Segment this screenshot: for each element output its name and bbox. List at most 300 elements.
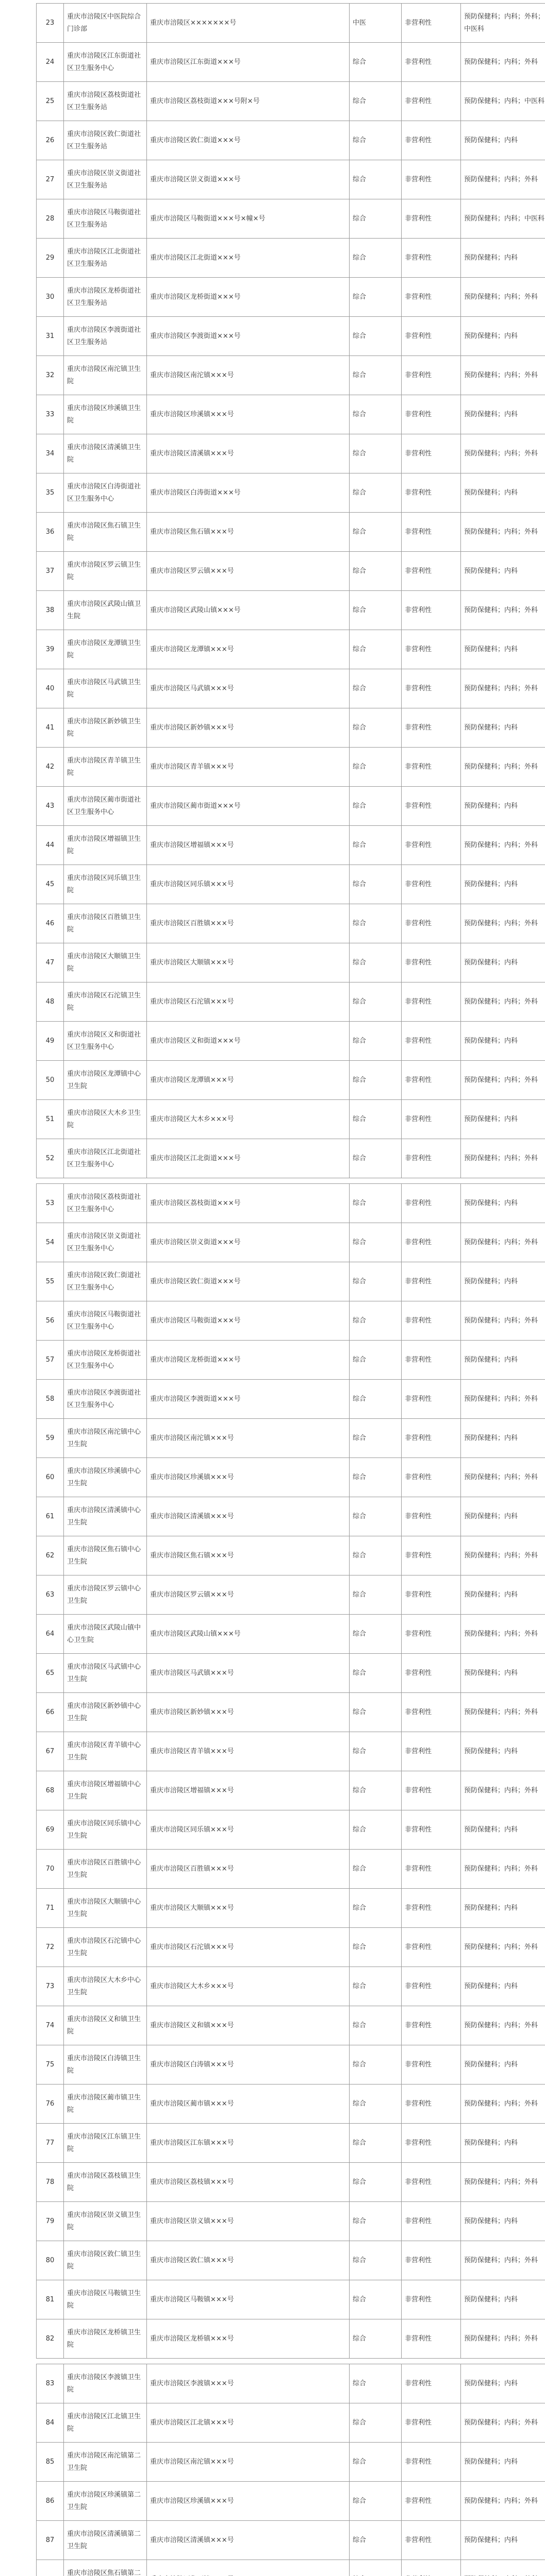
row-number: 79: [37, 2202, 64, 2241]
institution-address: 重庆市涪陵区青羊镇×××号: [147, 748, 350, 787]
ownership-type: 非营利性: [402, 1732, 461, 1771]
service-scope: 预防保健科；内科: [461, 943, 545, 982]
row-number: 45: [37, 865, 64, 904]
institution-name: 重庆市涪陵区焦石镇中心卫生院: [64, 1536, 147, 1575]
service-scope: 预防保健科；内科: [461, 1497, 545, 1536]
table-row: [37, 121, 545, 160]
ownership-type: 非营利性: [402, 513, 461, 552]
service-scope: 预防保健科；内科；中医科: [461, 82, 545, 121]
table-row: [37, 1536, 545, 1575]
table-row: [37, 591, 545, 630]
service-scope: 预防保健科；内科: [461, 1184, 545, 1223]
row-number: 64: [37, 1615, 64, 1654]
institution-type: 综合: [350, 552, 402, 591]
institution-type: 综合: [350, 2521, 402, 2560]
institution-type: 综合: [350, 1889, 402, 1928]
table-row: [37, 82, 545, 121]
institution-type: 综合: [350, 1771, 402, 1810]
institution-name: 重庆市涪陵区罗云镇中心卫生院: [64, 1575, 147, 1615]
institution-name: 重庆市涪陵区石沱镇卫生院: [64, 982, 147, 1022]
institution-type: 综合: [350, 1732, 402, 1771]
institution-address: 重庆市涪陵区敦仁街道×××号: [147, 1262, 350, 1301]
institution-name: 重庆市涪陵区百胜镇卫生院: [64, 904, 147, 943]
institution-address: 重庆市涪陵区白涛街道×××号: [147, 473, 350, 513]
institution-type: 中医: [350, 4, 402, 43]
institution-type: 综合: [350, 395, 402, 434]
table-row: [37, 160, 545, 199]
institution-name: 重庆市涪陵区马武镇中心卫生院: [64, 1654, 147, 1693]
ownership-type: 非营利性: [402, 669, 461, 708]
institution-address: 重庆市涪陵区武陵山镇×××号: [147, 1615, 350, 1654]
institution-type: 综合: [350, 1061, 402, 1100]
service-scope: 预防保健科；内科；外科: [461, 513, 545, 552]
ownership-type: 非营利性: [402, 43, 461, 82]
ownership-type: 非营利性: [402, 2006, 461, 2045]
ownership-type: 非营利性: [402, 1850, 461, 1889]
institution-type: 综合: [350, 2364, 402, 2403]
service-scope: 预防保健科；内科；外科: [461, 1693, 545, 1732]
ownership-type: 非营利性: [402, 826, 461, 865]
ownership-type: 非营利性: [402, 2482, 461, 2521]
institution-name: 重庆市涪陵区白涛街道社区卫生服务中心: [64, 473, 147, 513]
page-break: [37, 1178, 545, 1184]
ownership-type: 非营利性: [402, 1184, 461, 1223]
ownership-type: 非营利性: [402, 199, 461, 239]
service-scope: 预防保健科；内科: [461, 2124, 545, 2163]
row-number: 40: [37, 669, 64, 708]
row-number: 57: [37, 1341, 64, 1380]
row-number: 24: [37, 43, 64, 82]
institution-address: 重庆市涪陵区焦石镇×××号: [147, 513, 350, 552]
institution-name: 重庆市涪陵区江北街道社区卫生服务中心: [64, 1139, 147, 1178]
service-scope: 预防保健科；内科: [461, 787, 545, 826]
institution-type: 综合: [350, 2319, 402, 2359]
ownership-type: 非营利性: [402, 2084, 461, 2124]
institution-name: 重庆市涪陵区青羊镇卫生院: [64, 748, 147, 787]
institution-address: 重庆市涪陵区义和街道×××号: [147, 1022, 350, 1061]
institution-type: 综合: [350, 2084, 402, 2124]
institution-name: 重庆市涪陵区清溪镇中心卫生院: [64, 1497, 147, 1536]
row-number: 54: [37, 1223, 64, 1262]
service-scope: 预防保健科；内科: [461, 865, 545, 904]
institution-type: 综合: [350, 82, 402, 121]
institution-address: 重庆市涪陵区蔺市街道×××号: [147, 787, 350, 826]
service-scope: 预防保健科；内科: [461, 552, 545, 591]
row-number: 74: [37, 2006, 64, 2045]
service-scope: 预防保健科；内科；外科: [461, 2006, 545, 2045]
service-scope: [461, 2560, 545, 2576]
row-number: 65: [37, 1654, 64, 1693]
institution-address: 重庆市涪陵区南沱镇×××号: [147, 1419, 350, 1458]
institution-name: 重庆市涪陵区江北街道社区卫生服务站: [64, 239, 147, 278]
row-number: 46: [37, 904, 64, 943]
table-row: [37, 1967, 545, 2006]
service-scope: 预防保健科；内科: [461, 2045, 545, 2084]
ownership-type: 非营利性: [402, 1419, 461, 1458]
institution-name: 重庆市涪陵区南沱镇卫生院: [64, 356, 147, 395]
row-number: 73: [37, 1967, 64, 2006]
institution-type: 综合: [350, 473, 402, 513]
institution-address: 重庆市涪陵区江东镇×××号: [147, 2124, 350, 2163]
row-number: 86: [37, 2482, 64, 2521]
institution-name: 重庆市涪陵区蔺市镇卫生院: [64, 2084, 147, 2124]
ownership-type: 非营利性: [402, 1497, 461, 1536]
institution-table-body: [37, 4, 545, 2576]
table-row: [37, 2521, 545, 2560]
table-row: [37, 1732, 545, 1771]
ownership-type: 非营利性: [402, 1810, 461, 1850]
service-scope: 预防保健科；内科；外科: [461, 160, 545, 199]
row-number: 26: [37, 121, 64, 160]
service-scope: 预防保健科；内科: [461, 1100, 545, 1139]
institution-name: 重庆市涪陵区马鞍镇卫生院: [64, 2280, 147, 2319]
institution-type: 综合: [350, 748, 402, 787]
institution-name: 重庆市涪陵区新妙镇卫生院: [64, 708, 147, 748]
page-break-cell: [37, 1178, 545, 1184]
institution-name: 重庆市涪陵区荔枝街道社区卫生服务站: [64, 82, 147, 121]
ownership-type: 非营利性: [402, 1223, 461, 1262]
row-number: 36: [37, 513, 64, 552]
table-row: [37, 1810, 545, 1850]
row-number: 70: [37, 1850, 64, 1889]
ownership-type: 非营利性: [402, 2202, 461, 2241]
service-scope: 预防保健科；内科: [461, 473, 545, 513]
institution-name: 重庆市涪陵区珍溪镇第二卫生院: [64, 2482, 147, 2521]
institution-name: 重庆市涪陵区马鞍街道社区卫生服务中心: [64, 1301, 147, 1341]
row-number: 30: [37, 278, 64, 317]
institution-name: 重庆市涪陵区蔺市街道社区卫生服务中心: [64, 787, 147, 826]
service-scope: 预防保健科；内科；外科: [461, 748, 545, 787]
institution-name: 重庆市涪陵区龙桥街道社区卫生服务站: [64, 278, 147, 317]
row-number: 23: [37, 4, 64, 43]
ownership-type: 非营利性: [402, 943, 461, 982]
institution-name: 重庆市涪陵区崇义镇卫生院: [64, 2202, 147, 2241]
institution-type: 综合: [350, 1022, 402, 1061]
institution-type: 综合: [350, 826, 402, 865]
institution-name: 重庆市涪陵区敦仁街道社区卫生服务中心: [64, 1262, 147, 1301]
institution-type: 综合: [350, 278, 402, 317]
service-scope: 预防保健科；内科；外科: [461, 904, 545, 943]
row-number: 33: [37, 395, 64, 434]
service-scope: 预防保健科；内科: [461, 1575, 545, 1615]
institution-address: 重庆市涪陵区马鞍街道×××号: [147, 1301, 350, 1341]
row-number: 63: [37, 1575, 64, 1615]
ownership-type: 非营利性: [402, 1889, 461, 1928]
row-number: 42: [37, 748, 64, 787]
institution-name: 重庆市涪陵区珍溪镇卫生院: [64, 395, 147, 434]
institution-address: 重庆市涪陵区武陵山镇×××号: [147, 591, 350, 630]
table-row: [37, 199, 545, 239]
ownership-type: 非营利性: [402, 160, 461, 199]
service-scope: 预防保健科；内科: [461, 1341, 545, 1380]
institution-type: 综合: [350, 1262, 402, 1301]
institution-table: [36, 3, 545, 2576]
page-break-cell: [37, 2359, 545, 2364]
table-row: [37, 43, 545, 82]
row-number: 76: [37, 2084, 64, 2124]
institution-type: 综合: [350, 982, 402, 1022]
institution-type: 综合: [350, 2443, 402, 2482]
ownership-type: 非营利性: [402, 1061, 461, 1100]
table-row: [37, 708, 545, 748]
institution-type: 综合: [350, 1850, 402, 1889]
service-scope: 预防保健科；内科；外科: [461, 43, 545, 82]
ownership-type: 非营利性: [402, 4, 461, 43]
institution-address: 重庆市涪陵区焦石镇×××号: [147, 1536, 350, 1575]
ownership-type: 非营利性: [402, 1536, 461, 1575]
service-scope: 预防保健科；内科；外科: [461, 1139, 545, 1178]
ownership-type: 非营利性: [402, 1022, 461, 1061]
institution-type: 综合: [350, 669, 402, 708]
ownership-type: 非营利性: [402, 1301, 461, 1341]
institution-type: 综合: [350, 1301, 402, 1341]
table-row: [37, 1497, 545, 1536]
institution-type: 综合: [350, 2241, 402, 2280]
service-scope: 预防保健科；内科: [461, 1967, 545, 2006]
ownership-type: 非营利性: [402, 121, 461, 160]
institution-type: 综合: [350, 1536, 402, 1575]
service-scope: 预防保健科；内科: [461, 1732, 545, 1771]
service-scope: 预防保健科；内科: [461, 1419, 545, 1458]
institution-type: 综合: [350, 1458, 402, 1497]
table-row: [37, 2124, 545, 2163]
row-number: 80: [37, 2241, 64, 2280]
row-number: 51: [37, 1100, 64, 1139]
service-scope: 预防保健科；内科；外科: [461, 982, 545, 1022]
institution-address: 重庆市涪陵区李渡镇×××号: [147, 2364, 350, 2403]
service-scope: 预防保健科；内科；外科；中医科: [461, 4, 545, 43]
service-scope: 预防保健科；内科: [461, 2202, 545, 2241]
table-row: [37, 1850, 545, 1889]
ownership-type: 非营利性: [402, 1380, 461, 1419]
institution-address: 重庆市涪陵区江北街道×××号: [147, 1139, 350, 1178]
row-number: 60: [37, 1458, 64, 1497]
institution-name: 重庆市涪陵区敦仁镇卫生院: [64, 2241, 147, 2280]
service-scope: 预防保健科；内科；外科: [461, 2163, 545, 2202]
institution-address: 重庆市涪陵区大顺镇×××号: [147, 943, 350, 982]
institution-name: 重庆市涪陵区增福镇卫生院: [64, 826, 147, 865]
institution-name: 重庆市涪陵区石沱镇中心卫生院: [64, 1928, 147, 1967]
institution-address: 重庆市涪陵区马鞍镇×××号: [147, 2280, 350, 2319]
ownership-type: 非营利性: [402, 317, 461, 356]
institution-address: 重庆市涪陵区大顺镇×××号: [147, 1889, 350, 1928]
institution-address: 重庆市涪陵区清溪镇×××号: [147, 1497, 350, 1536]
table-row: [37, 748, 545, 787]
row-number: 66: [37, 1693, 64, 1732]
ownership-type: 非营利性: [402, 278, 461, 317]
institution-name: 重庆市涪陵区大木乡中心卫生院: [64, 1967, 147, 2006]
ownership-type: 非营利性: [402, 2443, 461, 2482]
institution-name: 重庆市涪陵区崇义街道社区卫生服务中心: [64, 1223, 147, 1262]
institution-name: 重庆市涪陵区白涛镇卫生院: [64, 2045, 147, 2084]
institution-address: 重庆市涪陵区蔺市镇×××号: [147, 2084, 350, 2124]
service-scope: 预防保健科；内科；外科: [461, 1223, 545, 1262]
ownership-type: 非营利性: [402, 2280, 461, 2319]
table-row: [37, 239, 545, 278]
ownership-type: 非营利性: [402, 748, 461, 787]
institution-address: 重庆市涪陵区同乐镇×××号: [147, 865, 350, 904]
institution-address: 重庆市涪陵区青羊镇×××号: [147, 1732, 350, 1771]
institution-name: 重庆市涪陵区武陵山镇卫生院: [64, 591, 147, 630]
institution-type: 综合: [350, 1223, 402, 1262]
institution-address: 重庆市涪陵区新妙镇×××号: [147, 708, 350, 748]
table-row: [37, 1223, 545, 1262]
institution-address: 重庆市涪陵区罗云镇×××号: [147, 552, 350, 591]
institution-name: 重庆市涪陵区荔枝街道社区卫生服务中心: [64, 1184, 147, 1223]
institution-address: 重庆市涪陵区荔枝街道×××号: [147, 1184, 350, 1223]
row-number: 55: [37, 1262, 64, 1301]
institution-type: 综合: [350, 630, 402, 669]
row-number: 27: [37, 160, 64, 199]
institution-type: 综合: [350, 160, 402, 199]
row-number: 84: [37, 2403, 64, 2443]
service-scope: 预防保健科；内科: [461, 2280, 545, 2319]
ownership-type: 非营利性: [402, 2124, 461, 2163]
institution-type: 综合: [350, 1928, 402, 1967]
institution-type: 综合: [350, 2045, 402, 2084]
institution-address: 重庆市涪陵区敦仁镇×××号: [147, 2241, 350, 2280]
institution-name: 重庆市涪陵区李渡镇卫生院: [64, 2364, 147, 2403]
table-row: [37, 2482, 545, 2521]
institution-type: 综合: [350, 1654, 402, 1693]
ownership-type: 非营利性: [402, 1654, 461, 1693]
service-scope: 预防保健科；内科: [461, 2364, 545, 2403]
service-scope: 预防保健科；内科；外科: [461, 2403, 545, 2443]
institution-address: 重庆市涪陵区珍溪镇×××号: [147, 1458, 350, 1497]
institution-type: 综合: [350, 1184, 402, 1223]
row-number: 48: [37, 982, 64, 1022]
institution-name: 重庆市涪陵区武陵山镇中心卫生院: [64, 1615, 147, 1654]
institution-name: 重庆市涪陵区龙潭镇卫生院: [64, 630, 147, 669]
ownership-type: 非营利性: [402, 2403, 461, 2443]
institution-address: 重庆市涪陵区同乐镇×××号: [147, 1810, 350, 1850]
ownership-type: 非营利性: [402, 356, 461, 395]
ownership-type: 非营利性: [402, 708, 461, 748]
table-row: [37, 1575, 545, 1615]
table-row: [37, 904, 545, 943]
service-scope: 预防保健科；内科；外科: [461, 2482, 545, 2521]
institution-name: 重庆市涪陵区罗云镇卫生院: [64, 552, 147, 591]
service-scope: 预防保健科；内科；外科: [461, 669, 545, 708]
institution-type: 综合: [350, 1615, 402, 1654]
row-number: 77: [37, 2124, 64, 2163]
table-row: [37, 356, 545, 395]
service-scope: 预防保健科；内科: [461, 317, 545, 356]
table-row: [37, 1771, 545, 1810]
row-number: 59: [37, 1419, 64, 1458]
institution-type: 综合: [350, 1419, 402, 1458]
row-number: 44: [37, 826, 64, 865]
institution-address: 重庆市涪陵区清溪镇×××号: [147, 2521, 350, 2560]
ownership-type: 非营利性: [402, 2045, 461, 2084]
institution-address: 重庆市涪陵区崇义街道×××号: [147, 160, 350, 199]
institution-type: 综合: [350, 2202, 402, 2241]
table-row: [37, 1341, 545, 1380]
service-scope: 预防保健科；内科；外科: [461, 1458, 545, 1497]
institution-type: 综合: [350, 865, 402, 904]
row-number: 81: [37, 2280, 64, 2319]
table-row: [37, 278, 545, 317]
institution-address: 重庆市涪陵区罗云镇×××号: [147, 1575, 350, 1615]
ownership-type: 非营利性: [402, 1262, 461, 1301]
service-scope: 预防保健科；内科: [461, 121, 545, 160]
institution-address: 重庆市涪陵区李渡街道×××号: [147, 1380, 350, 1419]
table-row: [37, 826, 545, 865]
table-row: [37, 2319, 545, 2359]
institution-name: 重庆市涪陵区荔枝镇卫生院: [64, 2163, 147, 2202]
institution-name: 重庆市涪陵区百胜镇中心卫生院: [64, 1850, 147, 1889]
service-scope: 预防保健科；内科: [461, 630, 545, 669]
table-row: [37, 2163, 545, 2202]
institution-type: 综合: [350, 434, 402, 473]
institution-type: 综合: [350, 2006, 402, 2045]
row-number: 53: [37, 1184, 64, 1223]
institution-type: 综合: [350, 121, 402, 160]
institution-name: 重庆市涪陵区江东街道社区卫生服务中心: [64, 43, 147, 82]
institution-name: 重庆市涪陵区同乐镇中心卫生院: [64, 1810, 147, 1850]
institution-address: 重庆市涪陵区石沱镇×××号: [147, 1928, 350, 1967]
table-row: [37, 473, 545, 513]
row-number: 52: [37, 1139, 64, 1178]
table-row: [37, 943, 545, 982]
row-number: 61: [37, 1497, 64, 1536]
institution-address: 重庆市涪陵区崇义街道×××号: [147, 1223, 350, 1262]
ownership-type: 非营利性: [402, 1341, 461, 1380]
row-number: 47: [37, 943, 64, 982]
table-row: [37, 1654, 545, 1693]
service-scope: 预防保健科；内科: [461, 708, 545, 748]
table-row: [37, 317, 545, 356]
institution-type: 综合: [350, 1497, 402, 1536]
table-row: [37, 513, 545, 552]
row-number: 39: [37, 630, 64, 669]
institution-address: 重庆市涪陵区李渡街道×××号: [147, 317, 350, 356]
institution-type: 综合: [350, 1341, 402, 1380]
ownership-type: 非营利性: [402, 2163, 461, 2202]
institution-name: 重庆市涪陵区江北镇卫生院: [64, 2403, 147, 2443]
service-scope: 预防保健科；内科；外科: [461, 826, 545, 865]
table-row: [37, 4, 545, 43]
row-number: 41: [37, 708, 64, 748]
institution-address: 重庆市涪陵区敦仁街道×××号: [147, 121, 350, 160]
table-row: [37, 1380, 545, 1419]
table-row: [37, 1022, 545, 1061]
ownership-type: 非营利性: [402, 1139, 461, 1178]
institution-address: 重庆市涪陵区珍溪镇×××号: [147, 395, 350, 434]
institution-address: 重庆市涪陵区荔枝街道×××号附×号: [147, 82, 350, 121]
row-number: 67: [37, 1732, 64, 1771]
row-number: 38: [37, 591, 64, 630]
institution-name: 重庆市涪陵区同乐镇卫生院: [64, 865, 147, 904]
institution-name: 重庆市涪陵区龙桥街道社区卫生服务中心: [64, 1341, 147, 1380]
table-row: [37, 2045, 545, 2084]
institution-name: 重庆市涪陵区大顺镇中心卫生院: [64, 1889, 147, 1928]
institution-type: 综合: [350, 787, 402, 826]
institution-name: 重庆市涪陵区中医院综合门诊部: [64, 4, 147, 43]
row-number: 43: [37, 787, 64, 826]
service-scope: 预防保健科；内科；外科: [461, 1061, 545, 1100]
ownership-type: 非营利性: [402, 904, 461, 943]
ownership-type: 非营利性: [402, 552, 461, 591]
ownership-type: 非营利性: [402, 473, 461, 513]
institution-name: 重庆市涪陵区敦仁街道社区卫生服务站: [64, 121, 147, 160]
institution-type: 综合: [350, 943, 402, 982]
service-scope: 预防保健科；内科: [461, 1654, 545, 1693]
ownership-type: 非营利性: [402, 1771, 461, 1810]
institution-type: 综合: [350, 2403, 402, 2443]
row-number: 82: [37, 2319, 64, 2359]
ownership-type: 非营利性: [402, 1458, 461, 1497]
